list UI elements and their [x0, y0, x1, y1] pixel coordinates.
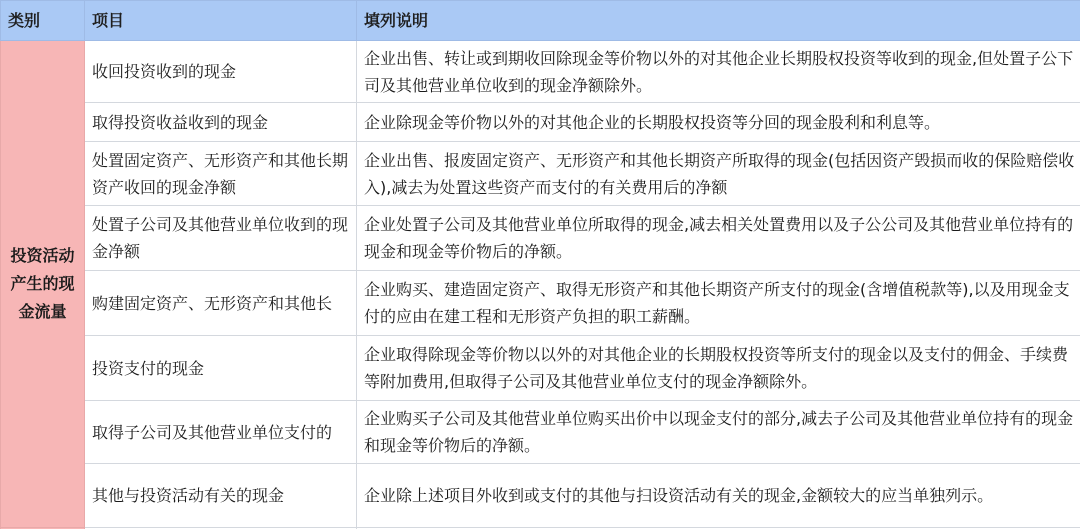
description-cell[interactable]: 企业出售、转让或到期收回除现金等价物以外的对其他企业长期股权投资等收到的现金,但处置子公下司及其他营业单位收到的现金净额除外。: [357, 41, 1080, 103]
description-cell[interactable]: 企业购买子公司及其他营业单位购买出价中以现金支付的部分,减去子公司及其他营业单位持有的现金和现金等价物后的净额。: [357, 401, 1080, 464]
item-cell[interactable]: 取得投资收益收到的现金: [85, 103, 357, 142]
description-cell[interactable]: 企业除上述项目外收到或支付的其他与扫设资活动有关的现金,金额较大的应当单独列示。: [357, 464, 1080, 528]
description-cell[interactable]: 企业出售、报废固定资产、无形资产和其他长期资产所取得的现金(包括因资产毁损而收的保险赔偿收入),减去为处置这些资产而支付的有关费用后的净额: [357, 142, 1080, 206]
item-cell[interactable]: 处置固定资产、无形资产和其他长期资产收回的现金净额: [85, 142, 357, 206]
category-cell[interactable]: 投资活动产生的现金流量: [1, 41, 85, 528]
table-row: [1, 464, 1080, 528]
header-category[interactable]: 类别: [1, 1, 85, 41]
header-row: [1, 1, 1080, 41]
table-row: [1, 41, 1080, 103]
item-cell[interactable]: 投资支付的现金: [85, 336, 357, 401]
item-cell[interactable]: 收回投资收到的现金: [85, 41, 357, 103]
table-row: [1, 401, 1080, 464]
description-cell[interactable]: 企业取得除现金等价物以以外的对其他企业的长期股权投资等所支付的现金以及支付的佣金、手续费等附加费用,但取得子公司及其他营业单位支付的现金净额除外。: [357, 336, 1080, 401]
item-cell[interactable]: 处置子公司及其他营业单位收到的现金净额: [85, 206, 357, 271]
table-row: [1, 271, 1080, 336]
table-row: [1, 206, 1080, 271]
header-description[interactable]: 填列说明: [357, 1, 1080, 41]
item-cell[interactable]: 取得子公司及其他营业单位支付的: [85, 401, 357, 464]
description-cell[interactable]: 企业除现金等价物以外的对其他企业的长期股权投资等分回的现金股利和利息等。: [357, 103, 1080, 142]
description-cell[interactable]: 企业购买、建造固定资产、取得无形资产和其他长期资产所支付的现金(含增值税款等),以及用现金支付的应由在建工程和无形资产负担的职工薪酬。: [357, 271, 1080, 336]
item-cell[interactable]: 其他与投资活动有关的现金: [85, 464, 357, 528]
table-row: [1, 103, 1080, 142]
item-cell[interactable]: 购建固定资产、无形资产和其他长: [85, 271, 357, 336]
description-cell[interactable]: 企业处置子公司及其他营业单位所取得的现金,减去相关处置费用以及子公公司及其他营业单位持有的现金和现金等价物后的净额。: [357, 206, 1080, 271]
header-item[interactable]: 项目: [85, 1, 357, 41]
table-row: [1, 336, 1080, 401]
table-row: [1, 142, 1080, 206]
